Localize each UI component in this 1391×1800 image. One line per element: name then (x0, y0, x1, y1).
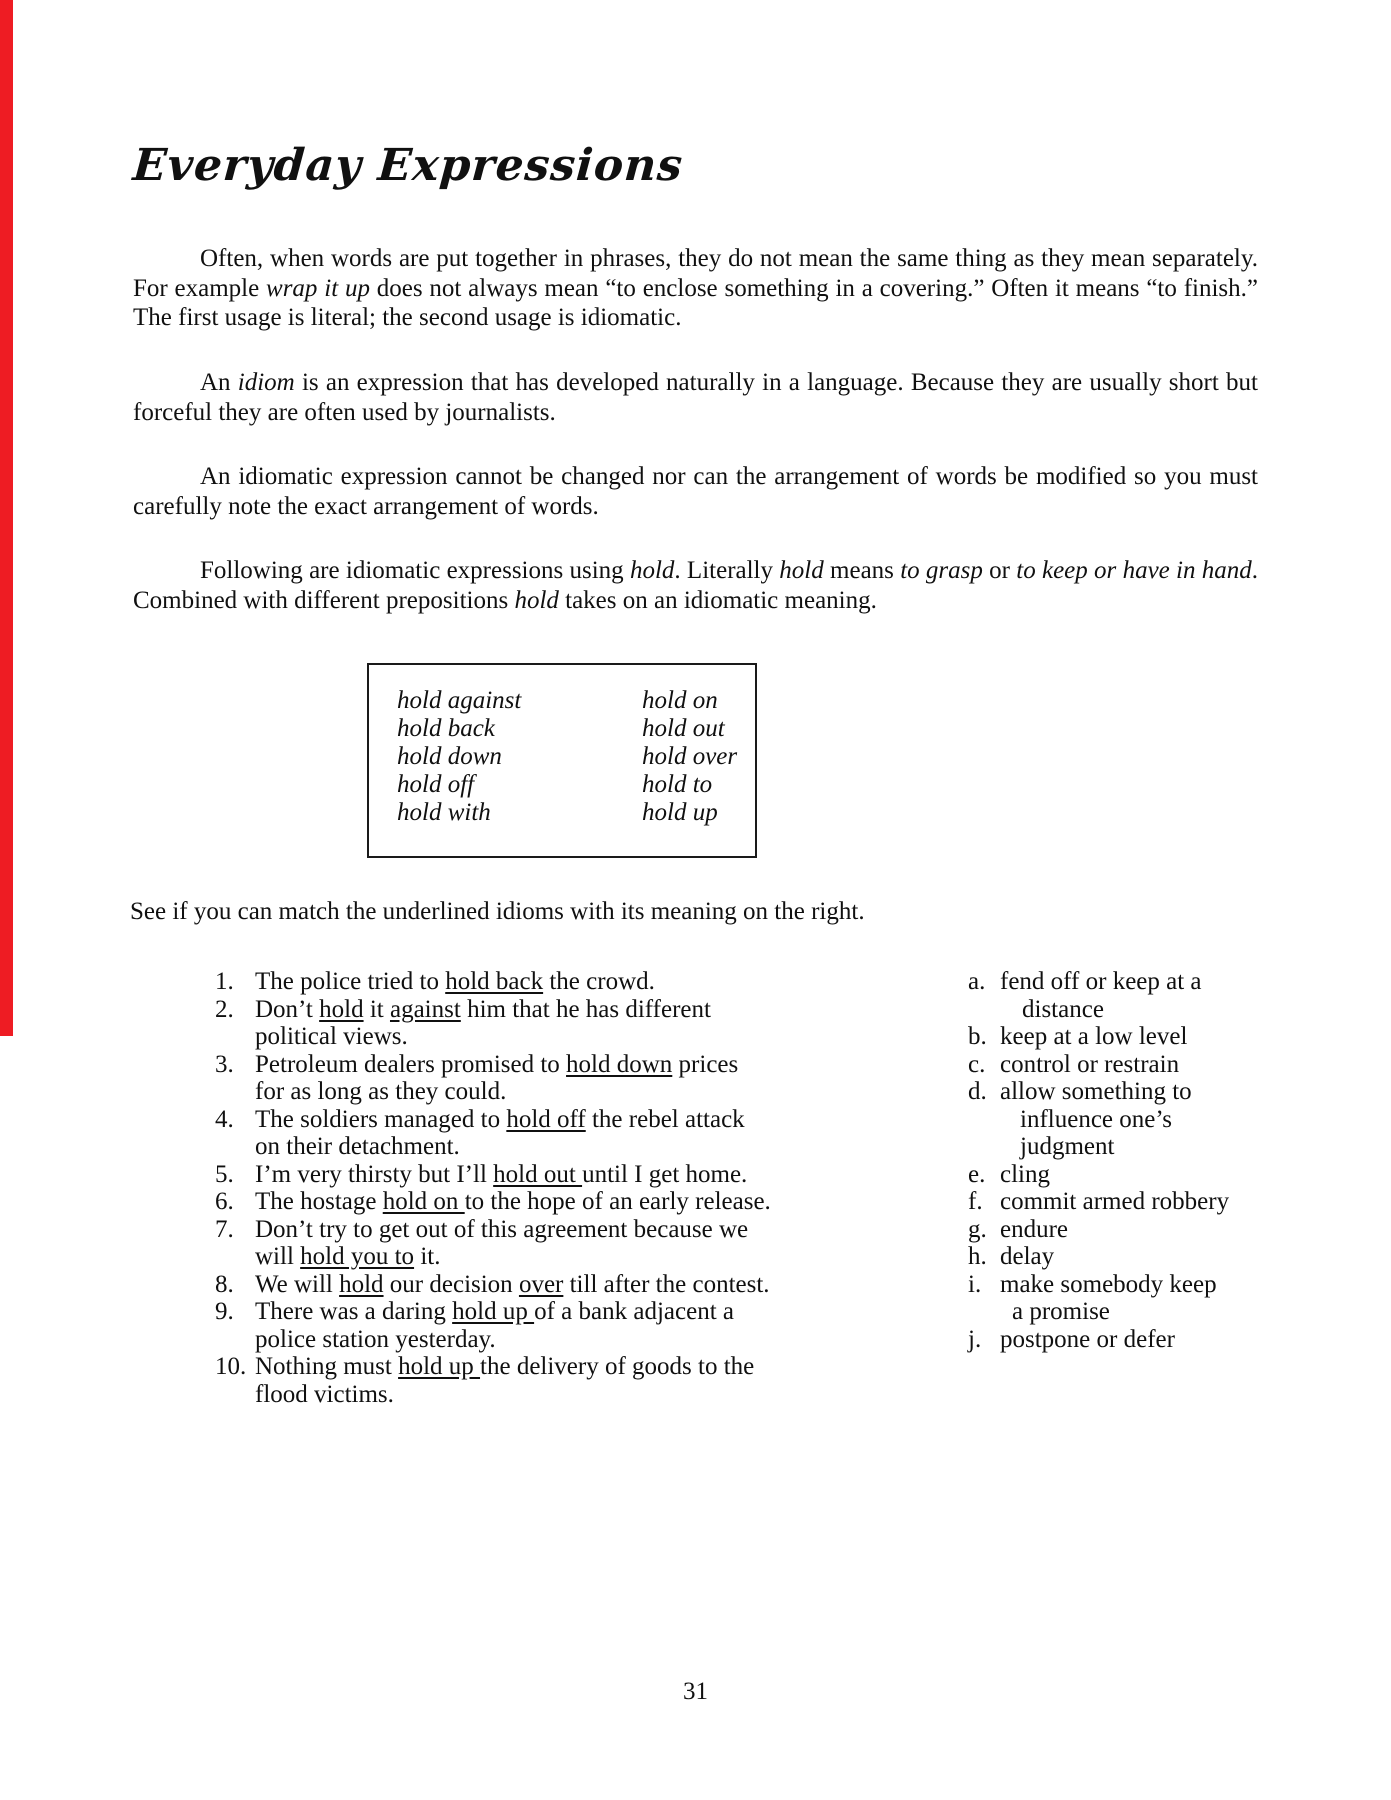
underlined-idiom: hold you to (300, 1243, 415, 1270)
idiom-box-left-column (397, 687, 642, 856)
intro-paragraph-3 (133, 462, 1258, 521)
idiom-box-item: hold against (397, 687, 522, 714)
exercise-row (215, 1161, 1229, 1189)
question-number: 7. (215, 1215, 234, 1243)
answer-text: fend off or keep at a (1000, 968, 1202, 995)
question-number: 1. (215, 968, 234, 995)
text-segment: The hostage (255, 1188, 383, 1215)
text-segment: hold (629, 557, 675, 584)
underlined-idiom: over (518, 1270, 564, 1298)
answer-line (968, 1161, 1050, 1189)
underlined-idiom: hold (339, 1270, 384, 1298)
exercise-row (215, 1326, 1229, 1354)
text-segment: on their detachment. (255, 1133, 460, 1160)
idiom-box-item: hold down (397, 743, 502, 770)
text-segment: the crowd. (543, 968, 655, 995)
question-line (215, 1188, 968, 1216)
question-number (215, 1381, 255, 1409)
text-segment: or (982, 557, 1017, 584)
intro-paragraph-1 (133, 244, 1258, 333)
answer-letter: e. (968, 1160, 986, 1188)
exercise-row (215, 1271, 1229, 1299)
text-segment: for as long as they could. (255, 1078, 507, 1105)
question-line (215, 968, 968, 996)
question-line (215, 996, 968, 1024)
text-segment: of a bank adjacent a (534, 1298, 734, 1325)
question-line (215, 1243, 968, 1271)
text-segment: idiom (237, 369, 295, 396)
answer-line (968, 1271, 1217, 1299)
text-segment: Following are idiomatic expressions using (200, 557, 630, 584)
text-segment: prices (672, 1050, 739, 1078)
text-segment: police station yesterday. (255, 1325, 496, 1353)
text-segment: means (823, 557, 901, 584)
text-segment: Don’t (255, 995, 320, 1023)
question-text (255, 1243, 440, 1271)
underlined-idiom: hold off (506, 1105, 586, 1133)
answer-line (968, 996, 1104, 1024)
question-text (255, 1023, 408, 1051)
answer-line (968, 1326, 1175, 1354)
text-segment: Don’t try to get out of this agreement because we (255, 1215, 749, 1243)
answer-letter: c. (968, 1050, 986, 1078)
exercise-row (215, 1133, 1229, 1161)
text-segment: wrap it up (266, 274, 370, 302)
question-line (215, 1326, 968, 1354)
question-number: 6. (215, 1188, 234, 1215)
answer-letter: i. (968, 1270, 982, 1298)
question-number (215, 1078, 255, 1106)
question-text (255, 1381, 394, 1409)
question-line (215, 1271, 968, 1299)
underlined-idiom: hold up (398, 1353, 481, 1380)
idiom-box-item: hold back (397, 715, 495, 742)
question-line (215, 1161, 968, 1189)
text-segment: flood victims. (255, 1380, 394, 1408)
answer-line (968, 968, 1202, 996)
text-segment: The soldiers managed to (255, 1105, 507, 1133)
question-line (215, 1216, 968, 1244)
question-number: 10. (215, 1353, 247, 1380)
question-text (255, 1298, 734, 1326)
exercise-row (215, 1023, 1229, 1051)
exercise-row (215, 1353, 1229, 1381)
question-number (215, 1023, 255, 1051)
question-text (255, 1078, 506, 1106)
answer-line (968, 1023, 1187, 1051)
question-line (215, 1051, 968, 1079)
text-segment: to the hope of an early release. (464, 1188, 771, 1215)
question-number: 4. (215, 1105, 234, 1133)
answer-line (968, 1188, 1229, 1216)
text-segment: I’m very thirsty but I’ll (255, 1160, 494, 1188)
underlined-idiom: against (389, 995, 461, 1023)
answer-line (968, 1106, 1172, 1134)
underlined-idiom: hold (319, 995, 364, 1023)
text-segment: it (363, 995, 390, 1023)
underlined-idiom: hold up (452, 1298, 535, 1325)
question-number: 5. (215, 1160, 234, 1188)
idiom-box-item: hold to (642, 771, 713, 798)
text-segment: is an expression that has developed naturally in a language. Because they are usually short but forceful they are often used by journalists. (133, 369, 1258, 426)
underlined-idiom: hold back (445, 968, 544, 995)
answer-line (968, 1298, 1110, 1326)
question-line (215, 1078, 968, 1106)
question-number: 2. (215, 995, 234, 1023)
red-edge-stripe (0, 0, 13, 1036)
idiom-box-item: hold with (397, 799, 491, 826)
answer-letter: g. (968, 1215, 987, 1243)
answer-text: commit armed robbery (1000, 1188, 1230, 1215)
question-number (215, 1133, 255, 1161)
idiom-box (367, 663, 757, 858)
text-segment: to grasp (900, 557, 983, 584)
question-text (255, 1051, 738, 1079)
question-text (255, 1353, 754, 1381)
idiom-box-item: hold off (397, 771, 475, 798)
question-line (215, 1133, 968, 1161)
text-segment: the delivery of goods to the (480, 1353, 755, 1380)
answer-line (968, 1133, 1114, 1161)
answer-text: control or restrain (1000, 1050, 1180, 1078)
text-segment: takes on an idiomatic meaning. (558, 586, 877, 614)
question-line (215, 1381, 968, 1409)
text-segment: the rebel attack (585, 1105, 745, 1133)
answer-letter: j. (968, 1325, 982, 1353)
idiom-box-item: hold on (642, 687, 718, 714)
answer-letter: h. (968, 1243, 987, 1270)
answer-letter: b. (968, 1023, 987, 1050)
answer-letter: a. (968, 968, 986, 995)
text-segment: political views. (255, 1023, 408, 1050)
text-segment: till after the contest. (563, 1270, 770, 1298)
answer-text: make somebody keep (1000, 1270, 1217, 1298)
matching-instructions: See if you can match the underlined idioms with its meaning on the right. (130, 898, 865, 925)
text-segment: . Literally (674, 557, 780, 584)
question-line (215, 1023, 968, 1051)
text-segment: it. (414, 1243, 441, 1270)
answer-text: influence one’s (1020, 1105, 1173, 1133)
text-segment: The police tried to (255, 968, 446, 995)
question-text (255, 1133, 460, 1161)
text-segment: We will (255, 1270, 340, 1298)
question-line (215, 1353, 968, 1381)
text-segment: . Combined with different prepositions (133, 557, 1259, 614)
text-segment: to keep or have in hand (1016, 557, 1252, 584)
answer-letter: d. (968, 1078, 987, 1105)
exercise-row (215, 1051, 1229, 1079)
question-number (215, 1326, 255, 1354)
question-text (255, 968, 655, 996)
answer-line (968, 1078, 1192, 1106)
intro-paragraph-2 (133, 368, 1258, 427)
answer-line (968, 1051, 1179, 1079)
text-segment: Nothing must (255, 1353, 399, 1380)
underlined-idiom: hold down (566, 1050, 673, 1078)
text-segment: him that he has different (460, 995, 711, 1023)
idiom-box-item: hold out (642, 715, 725, 742)
answer-text: distance (1022, 995, 1104, 1023)
question-line (215, 1298, 968, 1326)
question-text (255, 1271, 770, 1299)
intro-paragraph-4 (133, 556, 1258, 615)
question-number: 8. (215, 1270, 234, 1298)
answer-text: allow something to (1000, 1078, 1192, 1105)
underlined-idiom: hold out (493, 1160, 583, 1188)
exercise-row (215, 1216, 1229, 1244)
answer-text: keep at a low level (1000, 1023, 1188, 1050)
question-number (215, 1243, 255, 1271)
idiom-box-item: hold up (642, 799, 718, 826)
text-segment: hold (779, 557, 824, 584)
exercise-row (215, 968, 1229, 996)
exercise-row (215, 1078, 1229, 1106)
question-text (255, 1216, 748, 1244)
question-text (255, 1106, 745, 1134)
exercise-row (215, 1298, 1229, 1326)
text-segment: hold (514, 586, 559, 614)
answer-text: a promise (1012, 1298, 1110, 1325)
question-text (255, 1188, 771, 1216)
text-segment: There was a daring (255, 1298, 453, 1325)
matching-exercise (215, 968, 1229, 1408)
text-segment: An (200, 369, 238, 396)
page-title: Everyday Expressions (131, 140, 685, 191)
exercise-row (215, 1106, 1229, 1134)
answer-text: postpone or defer (1000, 1325, 1175, 1353)
answer-letter: f. (968, 1188, 983, 1215)
answer-line (968, 1216, 1068, 1244)
answer-text: delay (1000, 1243, 1055, 1270)
text-segment: An idiomatic expression cannot be changed nor can the arrangement of words be modified so you must carefully note the exact arrangement of words. (133, 463, 1258, 520)
question-text (255, 1326, 496, 1354)
text-segment: until I get home. (582, 1160, 748, 1188)
question-line (215, 1106, 968, 1134)
exercise-row (215, 1243, 1229, 1271)
text-segment: does not always mean “to enclose something in a covering.” Often it means “to finish.” The first usage is literal; the second usage is idiomatic. (133, 274, 1258, 331)
page-number: 31 (683, 1678, 708, 1705)
exercise-row (215, 996, 1229, 1024)
answer-text: cling (1000, 1160, 1050, 1188)
exercise-row (215, 1188, 1229, 1216)
text-segment: Often, when words are put together in phrases, they do not mean the same thing as they mean separately. For example (133, 245, 1258, 302)
question-number: 3. (215, 1050, 234, 1078)
question-text (255, 996, 711, 1024)
answer-line (968, 1243, 1054, 1271)
idiom-box-item: hold over (642, 743, 738, 770)
answer-text: judgment (1020, 1133, 1115, 1160)
answer-text: endure (1000, 1215, 1069, 1243)
text-segment: our decision (383, 1270, 519, 1298)
exercise-row (215, 1381, 1229, 1409)
idiom-box-right-column (642, 687, 737, 856)
question-number: 9. (215, 1298, 234, 1325)
text-segment: will (255, 1243, 301, 1270)
underlined-idiom: hold on (382, 1188, 465, 1215)
question-text (255, 1161, 747, 1189)
text-segment: Petroleum dealers promised to (255, 1050, 567, 1078)
